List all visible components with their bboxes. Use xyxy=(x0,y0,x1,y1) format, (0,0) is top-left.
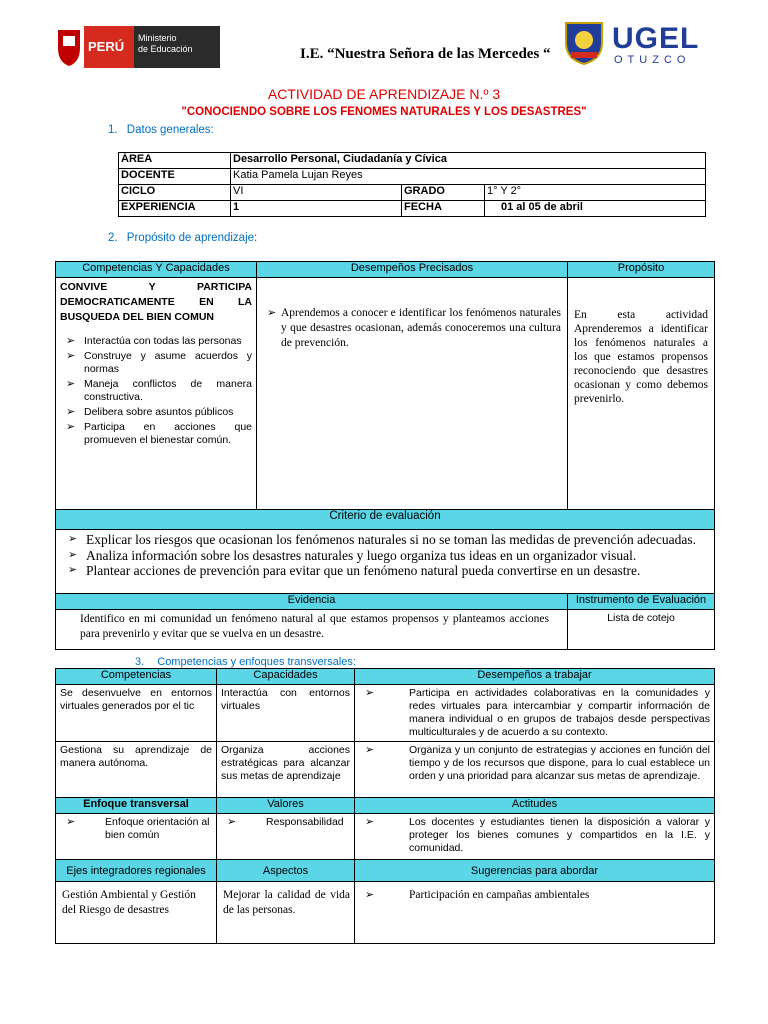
criterio-header: Criterio de evaluación xyxy=(56,510,715,530)
fecha-value: 01 al 05 de abril xyxy=(485,201,706,217)
desempeno-tic-list xyxy=(359,687,710,739)
enfoque-header: Enfoque transversal xyxy=(56,798,217,814)
desempenos-header: Desempeños Precisados xyxy=(257,262,568,278)
section2-label: Propósito de aprendizaje: xyxy=(126,232,258,244)
sugerencia-cell xyxy=(355,882,715,944)
grado-value: 1° Y 2° xyxy=(485,185,706,201)
competencia-tic: Se desenvuelve en entornos virtuales generados por el tic xyxy=(56,685,217,742)
transversal-table xyxy=(55,668,715,944)
list-item: ➢ Plantear acciones de prevención para evitar que un fenómeno natural pueda convertirse en un desastre. xyxy=(62,563,706,579)
section1-heading xyxy=(108,124,214,136)
enfoque-cell xyxy=(56,814,217,860)
eje-cell: Gestión Ambiental y Gestión del Riesgo de desastres xyxy=(56,882,217,944)
desempenos-trabajar-header: Desempeños a trabajar xyxy=(355,669,715,685)
competencias-header: Competencias Y Capacidades xyxy=(56,262,257,278)
actitud-list xyxy=(359,816,710,855)
evidencia-cell: Identifico en mi comunidad un fenómeno natural al que estamos propensos y planteamos acciones para prevenirlo y evitar que se vuelva en un desastre. xyxy=(56,610,568,650)
ugel-sub-label: OTUZCO xyxy=(614,54,691,66)
valor-list xyxy=(221,816,350,829)
peru-label: PERÚ xyxy=(88,39,125,54)
competencia-cell xyxy=(56,278,257,510)
evidencia-header: Evidencia xyxy=(56,594,568,610)
enfoque-list xyxy=(60,816,212,842)
desempeno-autonoma-list xyxy=(359,744,710,783)
ugel-logo xyxy=(612,24,699,66)
area-label: ÁREA xyxy=(119,153,231,169)
instrumento-cell: Lista de cotejo xyxy=(568,610,715,650)
ministry-label xyxy=(138,33,193,55)
section3-number: 3. xyxy=(135,656,145,668)
proposito-cell: En esta actividad Aprenderemos a identificar los fenómenos naturales a los que estamos propensos reconociendo que desastres ocasionan y como debemos prevenirlo. xyxy=(568,278,715,510)
competencia-autonoma: Gestiona su aprendizaje de manera autónoma. xyxy=(56,742,217,798)
competencias-col-header: Competencias xyxy=(56,669,217,685)
list-item: ➢ Participación en campañas ambientales xyxy=(359,888,710,903)
list-item: ➢ Enfoque orientación al bien común xyxy=(60,816,212,842)
list-item: ➢ Organiza y un conjunto de estrategias y acciones en función del tiempo y de los recursos que dispone, para lo cual establece un orden y una prioridad para alcanzar sus metas de aprendizaje. xyxy=(359,744,710,783)
list-item: ➢ Explicar los riesgos que ocasionan los fenómenos naturales si no se toman las medidas de prevención adecuadas. xyxy=(62,532,706,548)
sugerencias-header: Sugerencias para abordar xyxy=(355,860,715,882)
capacidad-tic: Interactúa con entornos virtuales xyxy=(217,685,355,742)
section1-label: Datos generales: xyxy=(126,124,214,136)
ministry-line2: de Educación xyxy=(138,44,193,54)
list-item: ➢ Interactúa con todas las personas xyxy=(60,335,252,348)
docente-value: Katia Pamela Lujan Reyes xyxy=(231,169,706,185)
fecha-label: FECHA xyxy=(402,201,485,217)
list-item: ➢ Maneja conflictos de manera constructiva. xyxy=(60,378,252,404)
criterio-cell xyxy=(56,530,715,594)
section3-heading xyxy=(135,656,356,668)
capacidades-list xyxy=(60,335,252,447)
valor-cell xyxy=(217,814,355,860)
list-item: ➢ Construye y asume acuerdos y normas xyxy=(60,350,252,376)
ciclo-label: CICLO xyxy=(119,185,231,201)
ugel-crest-icon xyxy=(563,20,605,66)
sugerencia-list xyxy=(359,888,710,903)
aspecto-cell: Mejorar la calidad de vida de las personas. xyxy=(217,882,355,944)
section2-number: 2. xyxy=(108,232,118,244)
list-item: ➢ Participa en actividades colaborativas en la comunidades y redes virtuales para intercambiar y compartir información de manera individual o en grupos de trabajos desde perspectivas multiculturales y de acuerdo a su contexto. xyxy=(359,687,710,739)
list-item: ➢ Participa en acciones que promueven el bienestar común. xyxy=(60,421,252,447)
desempeno-autonoma-cell xyxy=(355,742,715,798)
list-item: ➢ Aprendemos a conocer e identificar los fenómenos naturales y que desastres ocasionan, además conoceremos una cultura de prevención. xyxy=(261,306,561,351)
section1-number: 1. xyxy=(108,124,118,136)
ciclo-value: VI xyxy=(231,185,402,201)
ugel-label: UGEL xyxy=(612,22,700,55)
experiencia-label: EXPERIENCIA xyxy=(119,201,231,217)
activity-subtitle: "CONOCIENDO SOBRE LOS FENOMES NATURALES Y LOS DESASTRES" xyxy=(181,106,587,118)
actitudes-header: Actitudes xyxy=(355,798,715,814)
desempeno-cell xyxy=(257,278,568,510)
actitud-cell xyxy=(355,814,715,860)
list-item: ➢ Responsabilidad xyxy=(221,816,350,829)
list-item: ➢ Delibera sobre asuntos públicos xyxy=(60,406,252,419)
proposito-header: Propósito xyxy=(568,262,715,278)
valores-header: Valores xyxy=(217,798,355,814)
grado-label: GRADO xyxy=(402,185,485,201)
purpose-table xyxy=(55,261,715,650)
capacidades-col-header: Capacidades xyxy=(217,669,355,685)
list-item: ➢ Los docentes y estudiantes tienen la disposición a valorar y proteger los bienes comunes y compartidos en la I.E. y comunidad. xyxy=(359,816,710,855)
desempeno-tic-cell xyxy=(355,685,715,742)
criterios-list xyxy=(62,532,706,579)
area-value: Desarrollo Personal, Ciudadanía y Cívica xyxy=(231,153,706,169)
school-name: I.E. “Nuestra Señora de las Mercedes “ xyxy=(300,46,551,62)
ejes-header: Ejes integradores regionales xyxy=(56,860,217,882)
capacidad-autonoma: Organiza acciones estratégicas para alcanzar sus metas de aprendizaje xyxy=(217,742,355,798)
experiencia-value: 1 xyxy=(231,201,402,217)
list-item: ➢ Analiza información sobre los desastres naturales y luego organiza tus ideas en un organizador visual. xyxy=(62,548,706,564)
activity-title: ACTIVIDAD DE APRENDIZAJE N.º 3 xyxy=(267,86,501,102)
section2-heading xyxy=(108,232,257,244)
section3-label: Competencias y enfoques transversales: xyxy=(157,656,356,668)
docente-label: DOCENTE xyxy=(119,169,231,185)
instrumento-header: Instrumento de Evaluación xyxy=(568,594,715,610)
minedu-logo xyxy=(50,26,220,68)
competencia-title: CONVIVE Y PARTICIPA DEMOCRATICAMENTE EN LA BUSQUEDA DEL BIEN COMUN xyxy=(60,281,252,323)
desempeno-list xyxy=(261,306,561,351)
aspectos-header: Aspectos xyxy=(217,860,355,882)
general-data-table xyxy=(118,152,706,217)
ministry-line1: Ministerio xyxy=(138,33,177,43)
